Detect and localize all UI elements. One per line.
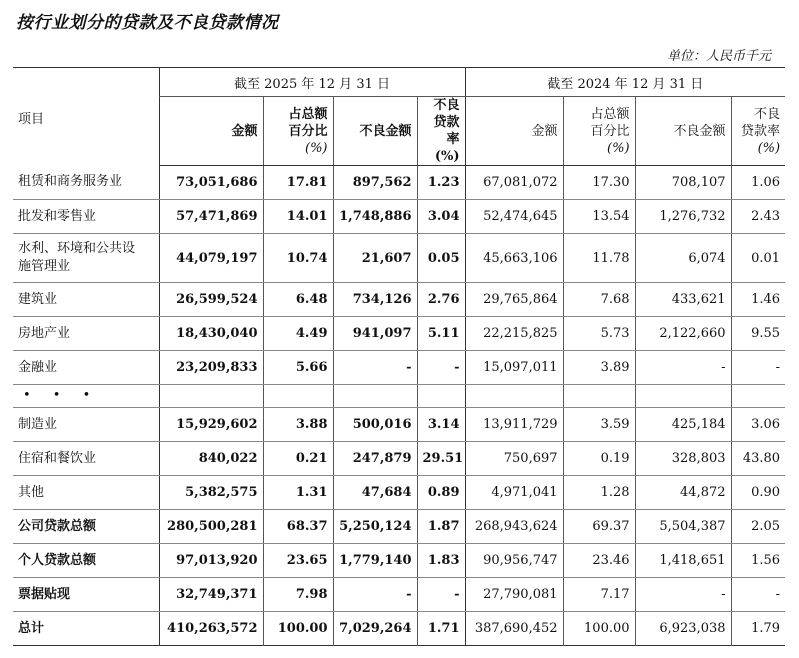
- prior-amount-cell: 15,097,011: [465, 351, 563, 385]
- prior-npl-cell: -: [635, 578, 731, 612]
- prior-amount-cell: 29,765,864: [465, 283, 563, 317]
- prior-npl-cell: -: [635, 351, 731, 385]
- cur-share-cell: 0.21: [263, 442, 333, 476]
- item-column-header: 项目: [18, 112, 45, 127]
- cur-npl-cell: 47,684: [333, 476, 417, 510]
- cur-share-cell: 3.88: [263, 408, 333, 442]
- prior-npl-cell: 708,107: [635, 166, 731, 200]
- ellipsis-row: [13, 385, 785, 408]
- prior-rate-cell: 1.79: [731, 612, 785, 646]
- cur-rate-cell: 29.51: [417, 442, 465, 476]
- prior-amount-cell: 27,790,081: [465, 578, 563, 612]
- prior-amount-cell: 750,697: [465, 442, 563, 476]
- prior-amount-cell: 268,943,624: [465, 510, 563, 544]
- cur-npl-cell: -: [333, 578, 417, 612]
- industry-name: 住宿和餐饮业: [13, 442, 159, 476]
- prior-share-cell: 7.68: [563, 283, 635, 317]
- prior-rate-cell: -: [731, 578, 785, 612]
- industry-name: 金融业: [13, 351, 159, 385]
- table-row: [13, 200, 785, 234]
- table-row: [13, 166, 785, 200]
- cur-amount-cell: 15,929,602: [159, 408, 263, 442]
- cur-amount-cell: 32,749,371: [159, 578, 263, 612]
- cur-rate-cell: 0.05: [417, 234, 465, 283]
- cur-share-cell: 14.01: [263, 200, 333, 234]
- industry-name: 租赁和商务服务业: [13, 166, 159, 200]
- prior-npl-cell: 6,923,038: [635, 612, 731, 646]
- table-row: [13, 408, 785, 442]
- cur-amount-cell: 410,263,572: [159, 612, 263, 646]
- prior-rate-cell: 43.80: [731, 442, 785, 476]
- header-row-periods: [13, 68, 785, 97]
- prior-rate-cell: 9.55: [731, 317, 785, 351]
- cur-amount-header: 金额: [159, 97, 263, 166]
- prior-share-cell: 100.00: [563, 612, 635, 646]
- cur-rate-cell: 1.23: [417, 166, 465, 200]
- cur-amount-cell: 44,079,197: [159, 234, 263, 283]
- cur-amount-cell: 57,471,869: [159, 200, 263, 234]
- prior-rate-cell: 1.46: [731, 283, 785, 317]
- cur-npl-cell: 941,097: [333, 317, 417, 351]
- prior-amount-cell: 52,474,645: [465, 200, 563, 234]
- prior-npl-rate-header: 不良 贷款率 (%): [731, 97, 785, 166]
- prior-amount-cell: 90,956,747: [465, 544, 563, 578]
- cur-share-cell: 23.65: [263, 544, 333, 578]
- cur-amount-cell: 18,430,040: [159, 317, 263, 351]
- prior-npl-cell: 425,184: [635, 408, 731, 442]
- prior-share-cell: 1.28: [563, 476, 635, 510]
- cur-npl-cell: 247,879: [333, 442, 417, 476]
- unit-label: 单位：人民币千元: [666, 49, 771, 64]
- cur-npl-cell: 5,250,124: [333, 510, 417, 544]
- prior-npl-cell: 2,122,660: [635, 317, 731, 351]
- prior-rate-cell: 0.90: [731, 476, 785, 510]
- prior-share-cell: 13.54: [563, 200, 635, 234]
- prior-rate-cell: 0.01: [731, 234, 785, 283]
- cur-share-header: 占总额 百分比 (%): [263, 97, 333, 166]
- cur-share-cell: 6.48: [263, 283, 333, 317]
- industry-name: 其他: [13, 476, 159, 510]
- prior-rate-cell: 3.06: [731, 408, 785, 442]
- cur-npl-amount-header: 不良金额: [333, 97, 417, 166]
- prior-rate-cell: 2.43: [731, 200, 785, 234]
- industry-name: 票据贴现: [13, 578, 159, 612]
- prior-rate-cell: 1.06: [731, 166, 785, 200]
- prior-npl-cell: 1,418,651: [635, 544, 731, 578]
- prior-share-cell: 23.46: [563, 544, 635, 578]
- cur-share-cell: 5.66: [263, 351, 333, 385]
- cur-rate-cell: 0.89: [417, 476, 465, 510]
- cur-amount-cell: 23,209,833: [159, 351, 263, 385]
- cur-rate-cell: 2.76: [417, 283, 465, 317]
- cur-npl-cell: 7,029,264: [333, 612, 417, 646]
- prior-amount-cell: 22,215,825: [465, 317, 563, 351]
- prior-share-cell: 69.37: [563, 510, 635, 544]
- industry-name: 制造业: [13, 408, 159, 442]
- cur-npl-rate-header: 不良 贷款 率(%): [417, 97, 465, 166]
- cur-npl-cell: 734,126: [333, 283, 417, 317]
- industry-name: 批发和零售业: [13, 200, 159, 234]
- table-row-personal-total: [13, 544, 785, 578]
- prior-npl-cell: 433,621: [635, 283, 731, 317]
- cur-share-cell: 7.98: [263, 578, 333, 612]
- table-row: [13, 476, 785, 510]
- industry-name: 房地产业: [13, 317, 159, 351]
- cur-share-cell: 10.74: [263, 234, 333, 283]
- cur-share-cell: 17.81: [263, 166, 333, 200]
- current-period-header: 截至 2025 年 12 月 31 日: [159, 68, 465, 97]
- prior-amount-cell: 4,971,041: [465, 476, 563, 510]
- cur-rate-cell: -: [417, 351, 465, 385]
- cur-rate-cell: 1.71: [417, 612, 465, 646]
- prior-rate-cell: 1.56: [731, 544, 785, 578]
- prior-share-cell: 3.59: [563, 408, 635, 442]
- prior-npl-cell: 6,074: [635, 234, 731, 283]
- table-row: [13, 351, 785, 385]
- cur-amount-cell: 5,382,575: [159, 476, 263, 510]
- prior-share-cell: 0.19: [563, 442, 635, 476]
- cur-share-cell: 4.49: [263, 317, 333, 351]
- prior-rate-cell: -: [731, 351, 785, 385]
- prior-rate-cell: 2.05: [731, 510, 785, 544]
- cur-npl-cell: 1,779,140: [333, 544, 417, 578]
- cur-share-cell: 1.31: [263, 476, 333, 510]
- prior-npl-cell: 1,276,732: [635, 200, 731, 234]
- industry-name: 建筑业: [13, 283, 159, 317]
- cur-rate-cell: -: [417, 578, 465, 612]
- cur-npl-cell: -: [333, 351, 417, 385]
- cur-npl-cell: 1,748,886: [333, 200, 417, 234]
- prior-npl-cell: 328,803: [635, 442, 731, 476]
- prior-share-cell: 7.17: [563, 578, 635, 612]
- cur-rate-cell: 1.87: [417, 510, 465, 544]
- table-row: [13, 442, 785, 476]
- cur-share-cell: 100.00: [263, 612, 333, 646]
- prior-period-header: 截至 2024 年 12 月 31 日: [465, 68, 785, 97]
- prior-share-cell: 3.89: [563, 351, 635, 385]
- cur-amount-cell: 280,500,281: [159, 510, 263, 544]
- prior-npl-amount-header: 不良金额: [635, 97, 731, 166]
- industry-name: 个人贷款总额: [13, 544, 159, 578]
- cur-amount-cell: 26,599,524: [159, 283, 263, 317]
- prior-amount-cell: 13,911,729: [465, 408, 563, 442]
- prior-share-cell: 17.30: [563, 166, 635, 200]
- prior-amount-cell: 45,663,106: [465, 234, 563, 283]
- prior-amount-header: 金额: [465, 97, 563, 166]
- prior-amount-cell: 67,081,072: [465, 166, 563, 200]
- industry-name: 公司贷款总额: [13, 510, 159, 544]
- cur-amount-cell: 97,013,920: [159, 544, 263, 578]
- prior-npl-cell: 44,872: [635, 476, 731, 510]
- industry-name: 水利、环境和公共设 施管理业: [13, 234, 159, 283]
- cur-rate-cell: 3.04: [417, 200, 465, 234]
- cur-rate-cell: 5.11: [417, 317, 465, 351]
- cur-amount-cell: 840,022: [159, 442, 263, 476]
- table-row: [13, 234, 785, 283]
- prior-amount-cell: 387,690,452: [465, 612, 563, 646]
- industry-name: 总计: [13, 612, 159, 646]
- cur-rate-cell: 1.83: [417, 544, 465, 578]
- ellipsis-marker: • • •: [13, 385, 159, 408]
- table-row-corporate-total: [13, 510, 785, 544]
- cur-share-cell: 68.37: [263, 510, 333, 544]
- prior-share-cell: 11.78: [563, 234, 635, 283]
- document-title: 按行业划分的贷款及不良贷款情况: [16, 13, 279, 33]
- table-row: [13, 317, 785, 351]
- loan-by-industry-table: [13, 67, 785, 646]
- cur-amount-cell: 73,051,686: [159, 166, 263, 200]
- cur-npl-cell: 21,607: [333, 234, 417, 283]
- table-row-grand-total: [13, 612, 785, 646]
- prior-share-header: 占总额 百分比 (%): [563, 97, 635, 166]
- cur-rate-cell: 3.14: [417, 408, 465, 442]
- cur-npl-cell: 897,562: [333, 166, 417, 200]
- prior-share-cell: 5.73: [563, 317, 635, 351]
- table-row-discounted-bills: [13, 578, 785, 612]
- prior-npl-cell: 5,504,387: [635, 510, 731, 544]
- table-row: [13, 283, 785, 317]
- cur-npl-cell: 500,016: [333, 408, 417, 442]
